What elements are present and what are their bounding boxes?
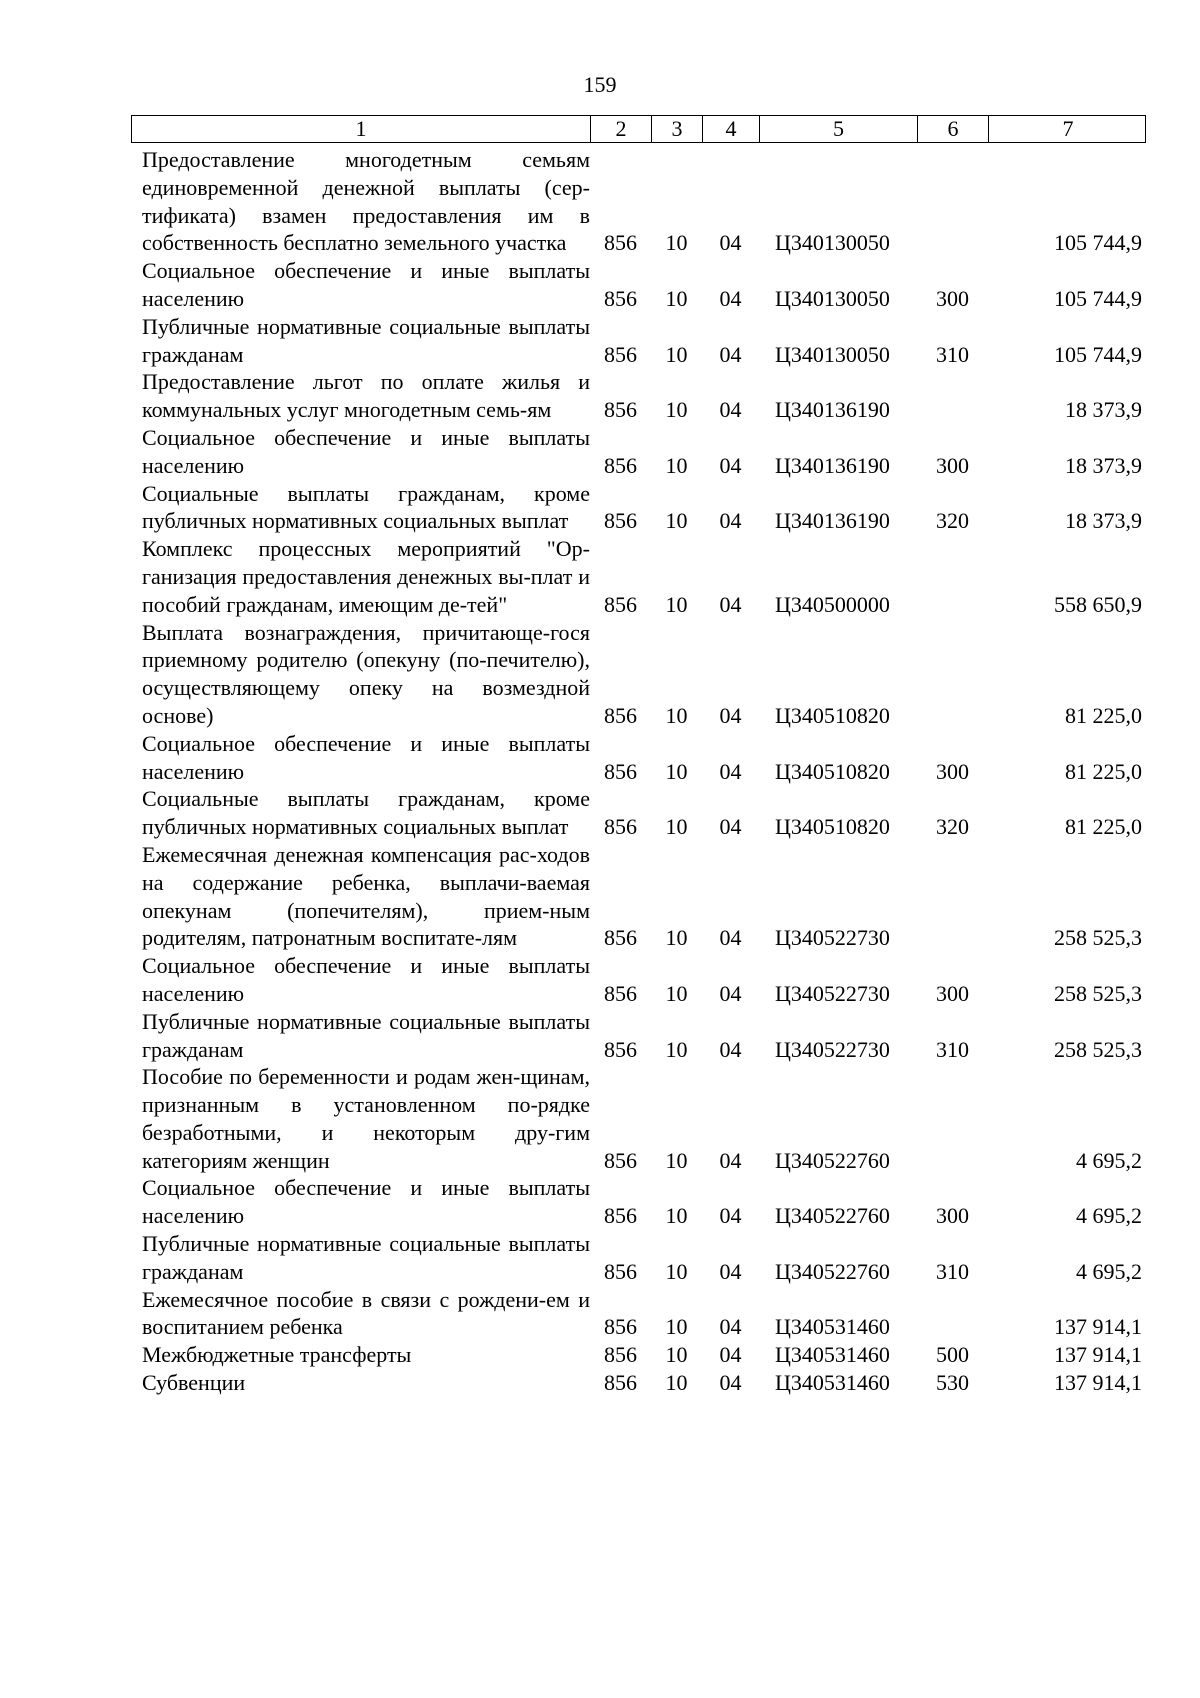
row-amount: 258 525,3: [1054, 1036, 1142, 1062]
row-ministry-code: 856: [604, 397, 637, 423]
table-row: [131, 146, 1146, 257]
row-ministry-code: 856: [604, 702, 637, 728]
row-target-article: Ц340531460: [775, 1314, 890, 1340]
row-name: Выплата вознаграждения, причитающе-гося приемному родителю (опекуну (по-печителю), осуществляющему опеку на возмездной основе): [142, 619, 590, 728]
row-subsection-code: 04: [719, 1036, 742, 1062]
row-target-article: Ц340510820: [775, 702, 890, 728]
row-subsection-code: 04: [719, 980, 742, 1006]
table-row: [131, 257, 1146, 313]
row-expense-type: 320: [936, 814, 969, 840]
table-row: [131, 480, 1146, 536]
row-name: Ежемесячная денежная компенсация рас-ходов на содержание ребенка, выплачи-ваемая опекунам (попечителям), прием-ным родителям, патронатным воспитате-лям: [142, 841, 590, 951]
row-name: Комплекс процессных мероприятий "Ор-ганизация предоставления денежных вы-плат и пособий гражданам, имеющим де-тей": [142, 536, 590, 617]
row-section-code: 10: [665, 1258, 688, 1284]
row-section-code: 10: [665, 1203, 688, 1229]
table-row: [131, 313, 1146, 369]
row-subsection-code: 04: [719, 508, 742, 534]
row-amount: 18 373,9: [1065, 452, 1142, 478]
column-header-7: 7: [1062, 116, 1074, 141]
row-target-article: Ц340522760: [775, 1203, 890, 1229]
row-expense-type: 300: [936, 758, 969, 784]
row-target-article: Ц340531460: [775, 1370, 890, 1396]
row-target-article: Ц340522730: [775, 925, 890, 951]
row-section-code: 10: [665, 758, 688, 784]
row-expense-type: 300: [936, 285, 969, 311]
column-header-3: 3: [652, 116, 703, 142]
row-name: Пособие по беременности и родам жен-щинам, признанным в установленном по-рядке безработными, и некоторым дру-гим категориям женщин: [142, 1064, 590, 1173]
row-expense-type: 320: [936, 508, 969, 534]
row-target-article: Ц340522760: [775, 1258, 890, 1284]
column-header-5: 5: [760, 116, 918, 142]
row-expense-type: 310: [936, 1036, 969, 1062]
row-subsection-code: 04: [719, 591, 742, 617]
table-header: [131, 115, 1146, 143]
row-amount: 4 695,2: [1076, 1203, 1142, 1229]
row-target-article: Ц340136190: [775, 508, 890, 534]
row-amount: 105 744,9: [1054, 341, 1142, 367]
row-name: Публичные нормативные социальные выплаты гражданам: [142, 1231, 590, 1284]
row-expense-type: 300: [936, 452, 969, 478]
row-ministry-code: 856: [604, 1036, 637, 1062]
row-subsection-code: 04: [719, 925, 742, 951]
row-section-code: 10: [665, 452, 688, 478]
row-subsection-code: 04: [719, 341, 742, 367]
row-expense-type: 310: [936, 341, 969, 367]
table-row: [131, 1341, 1146, 1369]
row-section-code: 10: [665, 980, 688, 1006]
table-row: [131, 1230, 1146, 1286]
column-header-1: 1: [132, 116, 591, 142]
row-ministry-code: 856: [604, 1203, 637, 1229]
row-section-code: 10: [665, 1147, 688, 1173]
column-header-6: 6: [918, 116, 989, 142]
row-section-code: 10: [665, 397, 688, 423]
row-ministry-code: 856: [604, 230, 637, 256]
row-name: Социальное обеспечение и иные выплаты населению: [142, 258, 590, 311]
table-row: [131, 535, 1146, 618]
row-amount: 4 695,2: [1076, 1147, 1142, 1173]
row-amount: 18 373,9: [1065, 397, 1142, 423]
page-number: 159: [583, 72, 617, 97]
row-name: Социальное обеспечение и иные выплаты населению: [142, 424, 590, 478]
row-subsection-code: 04: [719, 1314, 742, 1340]
row-subsection-code: 04: [719, 452, 742, 478]
row-section-code: 10: [665, 1036, 688, 1062]
row-expense-type: 310: [936, 1258, 969, 1284]
row-amount: 258 525,3: [1054, 980, 1142, 1006]
row-amount: 105 744,9: [1054, 285, 1142, 311]
row-section-code: 10: [665, 1314, 688, 1340]
row-target-article: Ц340531460: [775, 1342, 890, 1368]
row-name: Предоставление многодетным семьям единовременной денежной выплаты (сер-тификата) взамен предоставления им в собственность бесплатно земельного участка: [142, 147, 590, 256]
row-target-article: Ц340510820: [775, 758, 890, 784]
table-row: [131, 1174, 1146, 1230]
table-row: [131, 368, 1146, 424]
row-subsection-code: 04: [719, 285, 742, 311]
row-amount: 137 914,1: [1054, 1370, 1142, 1396]
row-target-article: Ц340130050: [775, 285, 890, 311]
row-section-code: 10: [665, 925, 688, 951]
row-amount: 105 744,9: [1054, 230, 1142, 256]
row-expense-type: 300: [936, 1203, 969, 1229]
row-ministry-code: 856: [604, 1147, 637, 1173]
table-row: [131, 1369, 1146, 1397]
row-ministry-code: 856: [604, 1258, 637, 1284]
table-body: [131, 146, 1146, 1397]
table-row: [131, 619, 1146, 730]
table-row: [131, 1008, 1146, 1064]
row-subsection-code: 04: [719, 702, 742, 728]
row-amount: 81 225,0: [1065, 814, 1142, 840]
row-subsection-code: 04: [719, 1147, 742, 1173]
row-ministry-code: 856: [604, 508, 637, 534]
row-section-code: 10: [665, 591, 688, 617]
row-name: Социальное обеспечение и иные выплаты населению: [142, 1175, 590, 1229]
row-section-code: 10: [665, 702, 688, 728]
row-ministry-code: 856: [604, 980, 637, 1006]
row-name: Ежемесячное пособие в связи с рождени-ем и воспитанием ребенка: [142, 1286, 590, 1340]
row-subsection-code: 04: [719, 230, 742, 256]
row-section-code: 10: [665, 814, 688, 840]
row-subsection-code: 04: [719, 1258, 742, 1284]
row-expense-type: 530: [936, 1370, 969, 1396]
row-ministry-code: 856: [604, 925, 637, 951]
row-ministry-code: 856: [604, 814, 637, 840]
row-expense-type: 500: [936, 1342, 969, 1368]
row-ministry-code: 856: [604, 1314, 637, 1340]
table-row: [131, 785, 1146, 841]
row-ministry-code: 856: [604, 758, 637, 784]
row-name: Социальное обеспечение и иные выплаты населению: [142, 953, 590, 1006]
table-row: [131, 841, 1146, 952]
row-amount: 4 695,2: [1076, 1258, 1142, 1284]
row-section-code: 10: [665, 230, 688, 256]
row-amount: 258 525,3: [1054, 925, 1142, 951]
row-name: Социальные выплаты гражданам, кроме публичных нормативных социальных выплат: [142, 786, 590, 840]
row-target-article: Ц340510820: [775, 814, 890, 840]
row-amount: 137 914,1: [1054, 1342, 1142, 1368]
row-name: Предоставление льгот по оплате жилья и коммунальных услуг многодетным семь-ям: [142, 369, 590, 423]
row-expense-type: 300: [936, 980, 969, 1006]
row-section-code: 10: [665, 1342, 688, 1368]
row-name: Межбюджетные трансферты: [142, 1342, 412, 1368]
row-section-code: 10: [665, 341, 688, 367]
row-ministry-code: 856: [604, 591, 637, 617]
row-ministry-code: 856: [604, 452, 637, 478]
row-section-code: 10: [665, 1370, 688, 1396]
row-subsection-code: 04: [719, 758, 742, 784]
row-subsection-code: 04: [719, 1342, 742, 1368]
column-header-2: 2: [591, 116, 652, 142]
row-name: Публичные нормативные социальные выплаты гражданам: [142, 313, 590, 367]
row-target-article: Ц340136190: [775, 397, 890, 423]
row-section-code: 10: [665, 508, 688, 534]
row-name: Публичные нормативные социальные выплаты гражданам: [142, 1008, 590, 1062]
table-row: [131, 730, 1146, 786]
table-row: [131, 952, 1146, 1008]
column-header-4: 4: [703, 116, 760, 142]
row-amount: 18 373,9: [1065, 508, 1142, 534]
row-target-article: Ц340136190: [775, 452, 890, 478]
row-subsection-code: 04: [719, 814, 742, 840]
row-target-article: Ц340522760: [775, 1147, 890, 1173]
table-row: [131, 1063, 1146, 1174]
row-target-article: Ц340522730: [775, 980, 890, 1006]
row-target-article: Ц340130050: [775, 341, 890, 367]
row-amount: 558 650,9: [1054, 591, 1142, 617]
table-row: [131, 424, 1146, 480]
row-target-article: Ц340130050: [775, 230, 890, 256]
row-name: Социальное обеспечение и иные выплаты населению: [142, 730, 590, 784]
row-name: Субвенции: [142, 1370, 246, 1396]
row-amount: 81 225,0: [1065, 758, 1142, 784]
row-ministry-code: 856: [604, 1342, 637, 1368]
row-name: Социальные выплаты гражданам, кроме публичных нормативных социальных выплат: [142, 480, 590, 534]
row-amount: 137 914,1: [1054, 1314, 1142, 1340]
row-amount: 81 225,0: [1065, 702, 1142, 728]
row-target-article: Ц340500000: [775, 591, 890, 617]
row-subsection-code: 04: [719, 397, 742, 423]
row-ministry-code: 856: [604, 285, 637, 311]
row-section-code: 10: [665, 285, 688, 311]
row-ministry-code: 856: [604, 341, 637, 367]
row-ministry-code: 856: [604, 1370, 637, 1396]
table-row: [131, 1286, 1146, 1342]
row-subsection-code: 04: [719, 1370, 742, 1396]
row-subsection-code: 04: [719, 1203, 742, 1229]
row-target-article: Ц340522730: [775, 1036, 890, 1062]
